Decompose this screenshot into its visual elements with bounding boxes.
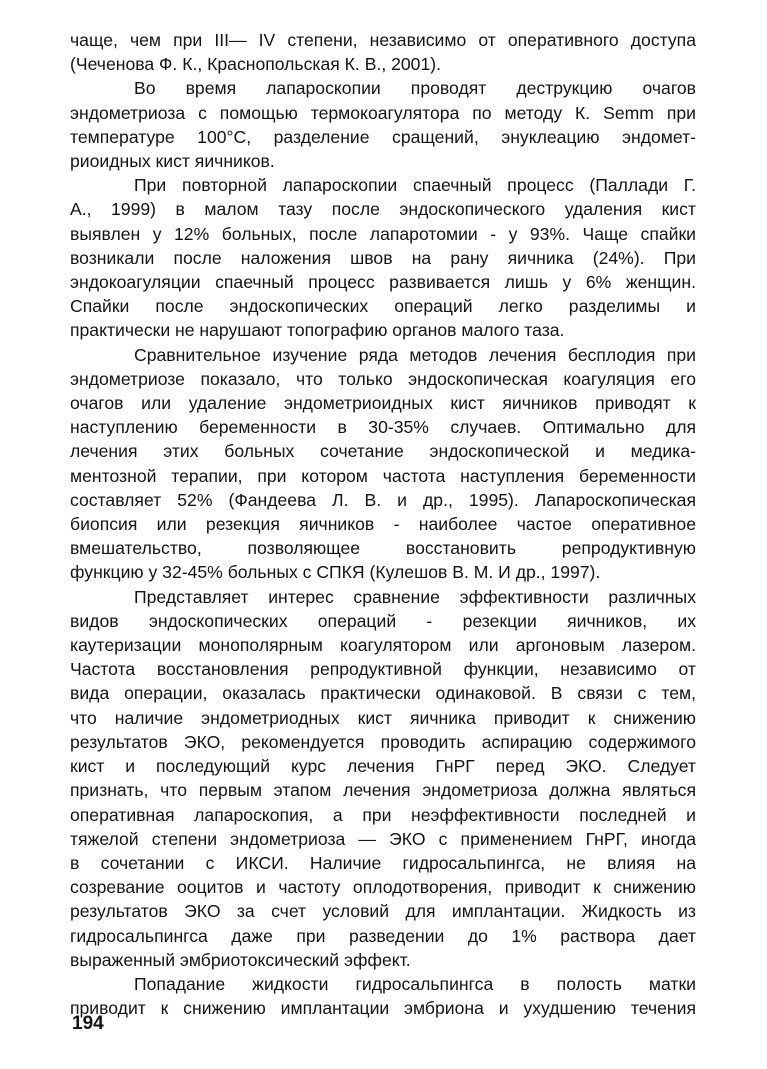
page-number: 194 (72, 1013, 104, 1034)
text-line: эндометриоза с помощью термокоагулятора по методу К. Semm при (70, 102, 696, 123)
text-line: признать, что первым этапом лечения эндометриоза должна являться (70, 780, 696, 801)
text-line: выраженный эмбриотоксический эффект. (70, 949, 411, 970)
text-line: эндокоагуляции спаечный процесс развивается лишь у 6% женщин. (70, 272, 696, 293)
paragraph-4 (70, 343, 696, 585)
text-line: практически не нарушают топографию органов малого таза. (70, 320, 565, 341)
body-text (70, 28, 696, 1020)
paragraph-2 (70, 76, 696, 173)
paragraph-1 (70, 28, 696, 76)
paragraph-3 (70, 173, 696, 342)
text-line: что наличие эндометриодных кист яичника приводит к снижению (70, 707, 696, 728)
text-line: биопсия или резекция яичников - наиболее частое оперативное (70, 514, 696, 535)
text-line: наступлению беременности в 30-35% случаев. Оптимально для (70, 417, 696, 438)
text-line: гидросальпингса даже при разведении до 1% раствора дает (70, 925, 696, 946)
text-line: Представляет интерес сравнение эффективности различных (134, 586, 696, 607)
text-line: При повторной лапароскопии спаечный процесс (Паллади Г. (134, 175, 696, 196)
text-line: каутеризации монополярным коагулятором или аргоновым лазером. (70, 635, 696, 656)
text-line: результатов ЭКО за счет условий для имплантации. Жидкость из (70, 901, 696, 922)
text-line: Частота восстановления репродуктивной функции, независимо от (70, 659, 696, 680)
text-line: лечения этих больных сочетание эндоскопической и медика- (70, 441, 696, 462)
text-line: Попадание жидкости гидросальпингса в полость матки (134, 973, 696, 994)
text-line: в сочетании с ИКСИ. Наличие гидросальпингса, не влияя на (70, 852, 696, 873)
text-line: вмешательство, позволяющее восстановить репродуктивную (70, 538, 696, 559)
text-line: Сравнительное изучение ряда методов лечения бесплодия при (134, 344, 696, 365)
text-line: Во время лапароскопии проводят деструкцию очагов (134, 78, 696, 99)
text-line: Спайки после эндоскопических операций легко разделимы и (70, 296, 696, 317)
text-line: очагов или удаление эндометриоидных кист яичников приводят к (70, 393, 696, 414)
text-line: функцию у 32-45% больных с СПКЯ (Кулешов В. М. И др., 1997). (70, 562, 601, 583)
text-line: риоидных кист яичников. (70, 151, 275, 172)
text-line: составляет 52% (Фандеева Л. В. и др., 1995). Лапароскопическая (70, 489, 696, 510)
text-line: А., 1999) в малом тазу после эндоскопического удаления кист (70, 199, 696, 220)
paragraph-6 (70, 972, 696, 1020)
text-line: (Чеченова Ф. К., Краснопольская К. В., 2001). (70, 54, 441, 75)
text-line: видов эндоскопических операций - резекции яичников, их (70, 610, 696, 631)
text-line: температуре 100°С, разделение сращений, энуклеацию эндомет- (70, 126, 696, 147)
text-line: выявлен у 12% больных, после лапаротомии - у 93%. Чаще спайки (70, 223, 696, 244)
text-line: оперативная лапароскопия, а при неэффективности последней и (70, 804, 696, 825)
text-line: эндометриозе показало, что только эндоскопическая коагуляция его (70, 368, 696, 389)
paragraph-5 (70, 585, 696, 972)
text-line: чаще, чем при III— IV степени, независимо от оперативного доступа (70, 30, 696, 50)
text-line: результатов ЭКО, рекомендуется проводить аспирацию содержимого (70, 731, 696, 752)
text-line: кист и последующий курс лечения ГнРГ перед ЭКО. Следует (70, 756, 696, 777)
text-line: ментозной терапии, при котором частота наступления беременности (70, 465, 696, 486)
text-line: тяжелой степени эндометриоза — ЭКО с применением ГнРГ, иногда (70, 828, 696, 849)
text-line: приводит к снижению имплантации эмбриона и ухудшению течения (70, 998, 696, 1019)
text-line: вида операции, оказалась практически одинаковой. В связи с тем, (70, 683, 696, 704)
text-line: созревание ооцитов и частоту оплодотворения, приводит к снижению (70, 877, 696, 898)
text-line: возникали после наложения швов на рану яичника (24%). При (70, 247, 696, 268)
